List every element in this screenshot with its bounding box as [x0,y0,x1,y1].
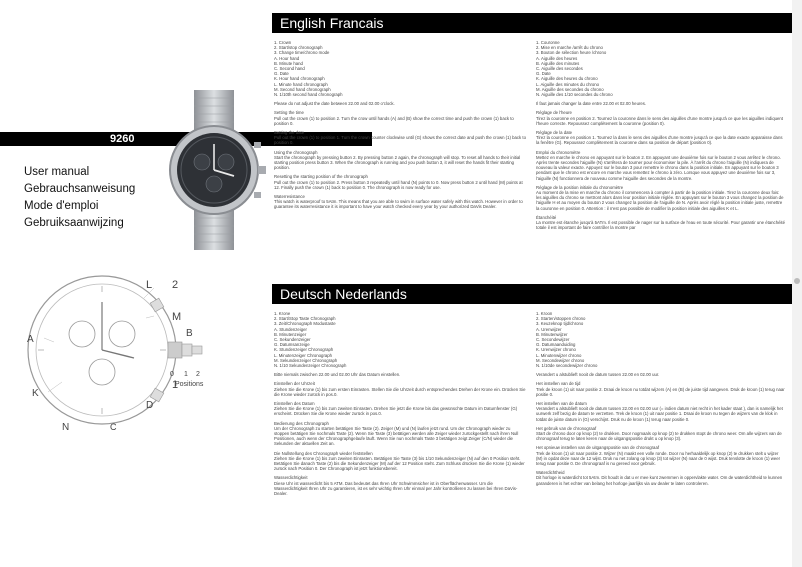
instruction-text: Verandert u alstublieft nooit de datum tussen 22.00 en 02.00 uur. [536,372,660,378]
instruction-text: Um der Chronograph zu starten betätigen Sie Taste (2). Zeiger (M) und (N) laufen jetzt rund. Um der Chronograph wieder zu stoppen betätigen Sie nochmals Taste (2). Wenn Sie Taste (3) betätigen werden alle Zeiger wieder zurückgestellt nach ihren Null Positionen, auch wenn der Chronographgelaufe läuft. Wenn Sie nun nochmals Taste 3 betätigen zeigt Zeiger (C/N) wieder die Sekunden der aktuellen Zeit an. [274,425,519,447]
watch-photo [158,90,270,250]
legend-item: L. Minutenzeiger Chronograph [274,352,333,358]
legend-item: 3. Bouton de sélection heure /chrono [536,50,607,56]
instruction-block [536,372,786,377]
title-de: Gebrauchsanweisung [24,183,136,195]
left-panel [0,0,270,567]
instruction-heading: Emploi du chronomètre [536,149,581,155]
legend-item: A. Hour hand [274,55,300,61]
legend-item: B. Aiguille des minutes [536,60,580,66]
legend-item: A. Aiguille des heures [536,55,578,61]
section-title: English Francais [280,15,384,31]
instruction-block [536,381,786,397]
instruction-block [274,475,526,496]
instruction-block [274,150,526,171]
instruction-heading: Using the chronograph [274,149,318,155]
instruction-heading: Setting the date [274,130,305,136]
instruction-text: Please do not adjust the date between 22.00 and 02.00 o'clock. [274,101,395,107]
instruction-text: Bitte niemals zwischen 22.00 und 02.00 Uhr das Datum einstellen. [274,372,401,378]
instruction-text: Start de chrono door op knop (2) te drukken. Door nogmaals op knop (2) te drukken stopt de chrono weer. Om alle wijzers van de chronograaf terug te laten keren naar de uitgangspositie drukt u op knop (3). [536,431,782,442]
legend-item: C. Second hand [274,66,305,72]
instruction-text: Pull out the crown (1) to position 2. Press button 3 repeatedly until hand (N) points to 0. Now press button 2 until hand (M) points at 12. Finally push the crown (1) back to position 0. The chronograph is now ready for use. [274,179,523,190]
diagram-label-a: A [27,334,34,345]
instruction-heading: Het gebruik van de chronograaf [536,425,597,431]
instruction-block [274,381,526,397]
legend-list [274,311,526,368]
instruction-text: Trek de kroon (1) uit naar positie 2. Wijzer (N) maakt een volle ronde. Door nu herhaaldelijk op knop (2) te drukken stelt u wijzer (M) in opdat deze naar de 12 wijst. Druk nu net zolang op knop (3) tot wijzer (N) naar de 0 wijst. Druk tenslotte de kroon (1) weer terug naar positie 0. De chronograaf is nu gereed voor gebruik. [536,450,781,467]
instruction-heading: Réglage de l'heure [536,110,572,116]
instruction-heading: Het opnieuw instellen van de uitgangspositie van de chronograaf [536,445,660,451]
legend-list [536,311,786,368]
legend-item: G. Date [536,71,551,77]
diagram-label-1: 1 [172,379,179,391]
legend-item: L. Minutenwijzer chrono [536,352,582,358]
position-label-1: 1 [184,371,188,378]
instruction-text: Tirez la couronne en position 1. Tournez la dans le sens des aiguilles d'une montre jusqu'à ce que la date exacte apparaisse dans la fenêtre (G). Repoussez complètement la couronne dans sa position de départ (position 0). [536,135,783,146]
instruction-block [536,185,786,211]
instruction-block [536,470,786,486]
diagram-label-n: N [62,422,70,433]
instruction-text: This watch is waterproof to 5Atm. This means that you are able to swim in surface water safely with this watch. However in order to guarantee its waterresistance it is important to have your watch checked every year by your authorized DaVis Dealer. [274,199,523,210]
legend-item: 1. Krone [274,311,291,316]
section-header-de-nl [272,284,792,304]
title-en: User manual [24,166,90,178]
legend-list [274,40,526,97]
legend-item: B. Minutenzeiger [274,331,307,337]
instruction-text: Pull out the crown (1) to position 2. Turn the crow until hands (A) and (B) show the correct time and push the crown (1) back to position 0. [274,115,514,126]
instruction-text: Pull out the crown (1) to position 1. Turn the crown counter clockwise until (G) shows the correct date and push the crown (1) back to position 0. [274,135,526,146]
instruction-text: Start the chronograph by pressing button 2. By pressing button 2 again, the chronograph will stop. To reset all hands to their initial starting position press button 3. When the chronograph is running and you push button 3, it will reset the hands fit their starting position. [274,154,521,171]
diagram-label-k: K [32,388,39,399]
legend-item: 2. Start/Stop Taste Chronograph [274,316,336,322]
instruction-block [274,421,526,447]
instruction-block [274,174,526,190]
diagram-label-l: L [146,279,153,291]
instruction-text: Diese Uhr ist wasserdicht bis 5 ATM. Das bedeutet das Ihren Uhr Schwimmsicher ist in Oberflächenwasser. Um die Wasserdichtigkeit Ihren Uhr zu garantieren, ist es sehr wichtig Ihren Uhr einmal per Jahr kontrollieren zu lassen bei Ihren DaVis-Dealer. [274,480,518,497]
legend-item: 1. Crown [274,40,292,45]
section-de-nl-left-column [274,311,526,563]
positions-word: Positions [175,381,204,388]
legend-item: A. Urenwijzer [536,326,562,332]
manual-titles [24,164,154,232]
instruction-heading: Setting the time [274,110,304,116]
section-de-nl-right-column [536,311,786,563]
instruction-text: Trek de kroon (1) uit naar positie 2. Draai de kroon nu totdat wijzers (A) en (B) de juiste tijd aangeven. Druk de kroon (1) terug naar positie 0. [536,386,785,397]
instruction-heading: Étanchéité [536,214,557,220]
instruction-text: Dit horloge is waterdicht tot 5Atm. Dit houdt in dat u er mee kunt zwemmen in oppervlakte water. Om de waterdichtheid te kunnen garanderen is het echter van belang het horloge jaarlijks via uw dealer te laten controleren. [536,475,783,486]
legend-item: K. Urenwijzer chrono [536,347,576,353]
legend-item: M. Second hand chronograph [274,86,331,92]
instruction-block [536,215,786,231]
instruction-text: Ziehen Sie die Krone (1) bis zum ersten Einrasten. Stellen Sie die Uhrzeit durch entsprechendes Drehen der Krone ein. Drücken Sie die Krone wieder zurück in pos.0. [274,386,526,397]
legend-item: G. Datumsanzeige [274,342,310,348]
legend-item: C. Aiguille des secondes [536,66,583,72]
instruction-text: Mettez en marche le chrono en appuyant sur le bouton 2. En appuyant une deuxième fois sur le bouton 2 vous arrêtez le chrono. Après trente secondes l'aiguille (N) s'arrêtera de tourner pour économiser la pile. À l'arrêt du chrono l'aiguille (N) indiquera de nouveau la valeur exacte. Appuyez sur le bouton 3 pour remettre le chrono dans la position initiale. En appuyant sur le bouton 3 pendant que le chrono est encore en marche vous remettez le chrono à zéro. Lorsque vous appuyez une deuxième fois sur 3, l'aiguille (N) fonctionnera de nouveau comme l'aiguille des secondes de la montre. [536,154,781,181]
instruction-block [536,130,786,146]
instruction-block [536,101,786,106]
legend-item: M. Sekundenzeiger Chronograph [274,357,338,363]
legend-item: M. Aiguille des secondes du chrono [536,86,604,92]
binder-hole-icon [794,278,800,284]
position-label-0: 0 [170,371,174,378]
instruction-heading: Einstellen der Uhrzeit [274,381,315,387]
legend-item: 2. Starten/stoppen chrono [536,316,586,322]
section-title: Deutsch Nederlands [280,286,407,302]
instruction-heading: Einstellen des Datum [274,401,315,407]
instruction-block [274,451,526,472]
instruction-heading: Waterdichtheid [536,470,565,476]
section-en-fr-left-column [274,40,526,252]
diagram-label-b: B [186,328,193,339]
title-fr: Mode d'emploi [24,200,99,212]
legend-item: G. Datumaanduiding [536,342,576,348]
legend-item: 3. Keuzeknop tijd/chrono [536,321,584,327]
diagram-label-m: M [172,311,182,323]
instruction-heading: Resetting the starting position of the chronograph [274,174,368,180]
instruction-heading: Waterresistance [274,194,305,200]
instruction-heading: Bedienung des Chronograph [274,420,329,426]
legend-item: K. Hour hand chronograph [274,76,325,82]
instruction-heading: Réglage de la date [536,130,573,136]
legend-item: N. 1/10th second hand chronograph [274,92,343,98]
instruction-block [274,101,526,106]
instruction-text: La montre est étanche jusqu'à 5ATm. Il est possible de nager sur la surface de l'eau en toute sécurité. Pour garantir une étanchéité totale il est important de faire contrôler la montre par [536,220,786,231]
section-header-en-fr [272,13,792,33]
diagram-label-d: D [146,400,154,411]
instruction-block [536,401,786,422]
legend-item: 1. Kroon [536,311,553,316]
diagram-label-2: 2 [172,279,179,291]
legend-item: N. 1/10de secondewijzer chrono [536,363,598,369]
instruction-heading: Wasserdichtigkeit [274,475,308,481]
instruction-text: Au moment de la mise en marche du chrono il commencera à compter à partir de la position initiale. Tirez la couronne deux fois: les aiguilles du chrono se mettront alors dans leur position initiale réglée. En appuyant sur le bouton 3 vous changez la position de l'aiguille H et au moyen du bouton 2 vous changez la position de l'aiguille de N. Après avoir réglé la position initiale juste, remettre la couronne en position 0. Attention : il n'est pas possible de modifier la position initiale des aiguilles K et L. [536,190,784,211]
legend-item: B. Minutenwijzer [536,331,568,337]
instruction-block [536,150,786,181]
legend-item: C. Sekundenzeiger [274,337,311,343]
legend-item: G. Date [274,71,289,77]
legend-list [536,40,786,97]
instruction-heading: Het instellen van de tijd [536,381,581,387]
instruction-block [536,445,786,466]
legend-item: 1. Couronne [536,40,560,45]
position-label-2: 2 [196,371,200,378]
legend-item: B. Minute hand [274,60,303,66]
instruction-heading: Die Nullstellung des Chronograph wieder feststellen [274,450,373,456]
instruction-block [274,401,526,417]
legend-item: K. Stundenzeiger Chronograph [274,347,334,353]
legend-item: K. Aiguille des heures du chrono [536,76,598,82]
legend-item: N. 1/10 Sekundenzeiger Chronograph [274,363,347,369]
instruction-text: Il faut jamais changer la date entre 22.00 et 02.00 heures. [536,101,647,107]
legend-item: A. Stundenzeiger [274,326,307,332]
instruction-block [274,110,526,126]
model-number: 9260 [110,133,135,145]
instruction-block [274,372,526,377]
watch-diagram [22,268,232,438]
instruction-text: Tirez la couronne en position 2. Tournez la couronne dans le sens des aiguilles d'une montre jusqu'à ce que les aiguilles indiquent l'heure correcte. Repoussez complètement la couronne (position 0). [536,115,783,126]
instruction-block [274,130,526,146]
diagram-label-c: C [110,422,117,432]
instruction-text: Ziehen Sie die Krone (1) bis zum zweiten Einrasten. Drehen Sie jetzt die Krone bis das gewünschte Datum im Datumfenster (G) erscheint. Drücken Sie die Krone wieder zurück in pos.0. [274,406,518,417]
instruction-block [536,110,786,126]
legend-item: 2. Start/stop chronograph [274,45,323,51]
instruction-heading: Réglage de la position initiale du chronomètre [536,184,624,190]
legend-item: L. Minute hand chronograph [274,81,328,87]
instruction-heading: Het instellen van de datum [536,401,587,407]
legend-item: C. Secondewijzer [536,337,570,343]
legend-item: 3. Zeit/Chronograph Modustaste [274,321,336,327]
section-en-fr-right-column [536,40,786,284]
title-nl: Gebruiksaanwijzing [24,217,124,229]
legend-item: 3. Change time/chrono mode [274,50,330,56]
legend-item: M. Secondewijzer chrono [536,357,585,363]
legend-item: 2. Mise en marche /arrêt du chrono [536,45,603,51]
legend-item: L. Aiguille des minutes du chrono [536,81,600,87]
instruction-block [274,194,526,210]
instruction-block [536,426,786,442]
legend-item: N. Aiguille des 1/10 secondes du chrono [536,92,613,98]
instruction-text: Ziehen Sie die Krone (1) bis zum zweiten Einrasten. Betätigen Sie Taste (3) bis 1/10 Sekundenzeiger (N) auf den 0 Position steht. Betätigen Sie danach Taste (2) bis die Sekundenzeiger (M) auf der 12 Position steht. Zum Schluss drücken Sie die Krone (1) wieder zurück nach Position 0. Der Chronograph ist jetzt funktionsbereit. [274,455,525,472]
instruction-text: Verandert u alstublieft nooit de datum tussen 22.00 en 02.00 uur (= indien datum niet recht in het kader staat ), dan is namelijk het uurwerk zelf bezig de datum te verzetten. Trek de kroon (1) uit naar positie 1. Draai de kroon nu tegen de wijzers van de klok in totdat de juiste datum in (G) verschijnt. Druk nu de kroon (1) terug naar positie 0. [536,406,783,422]
